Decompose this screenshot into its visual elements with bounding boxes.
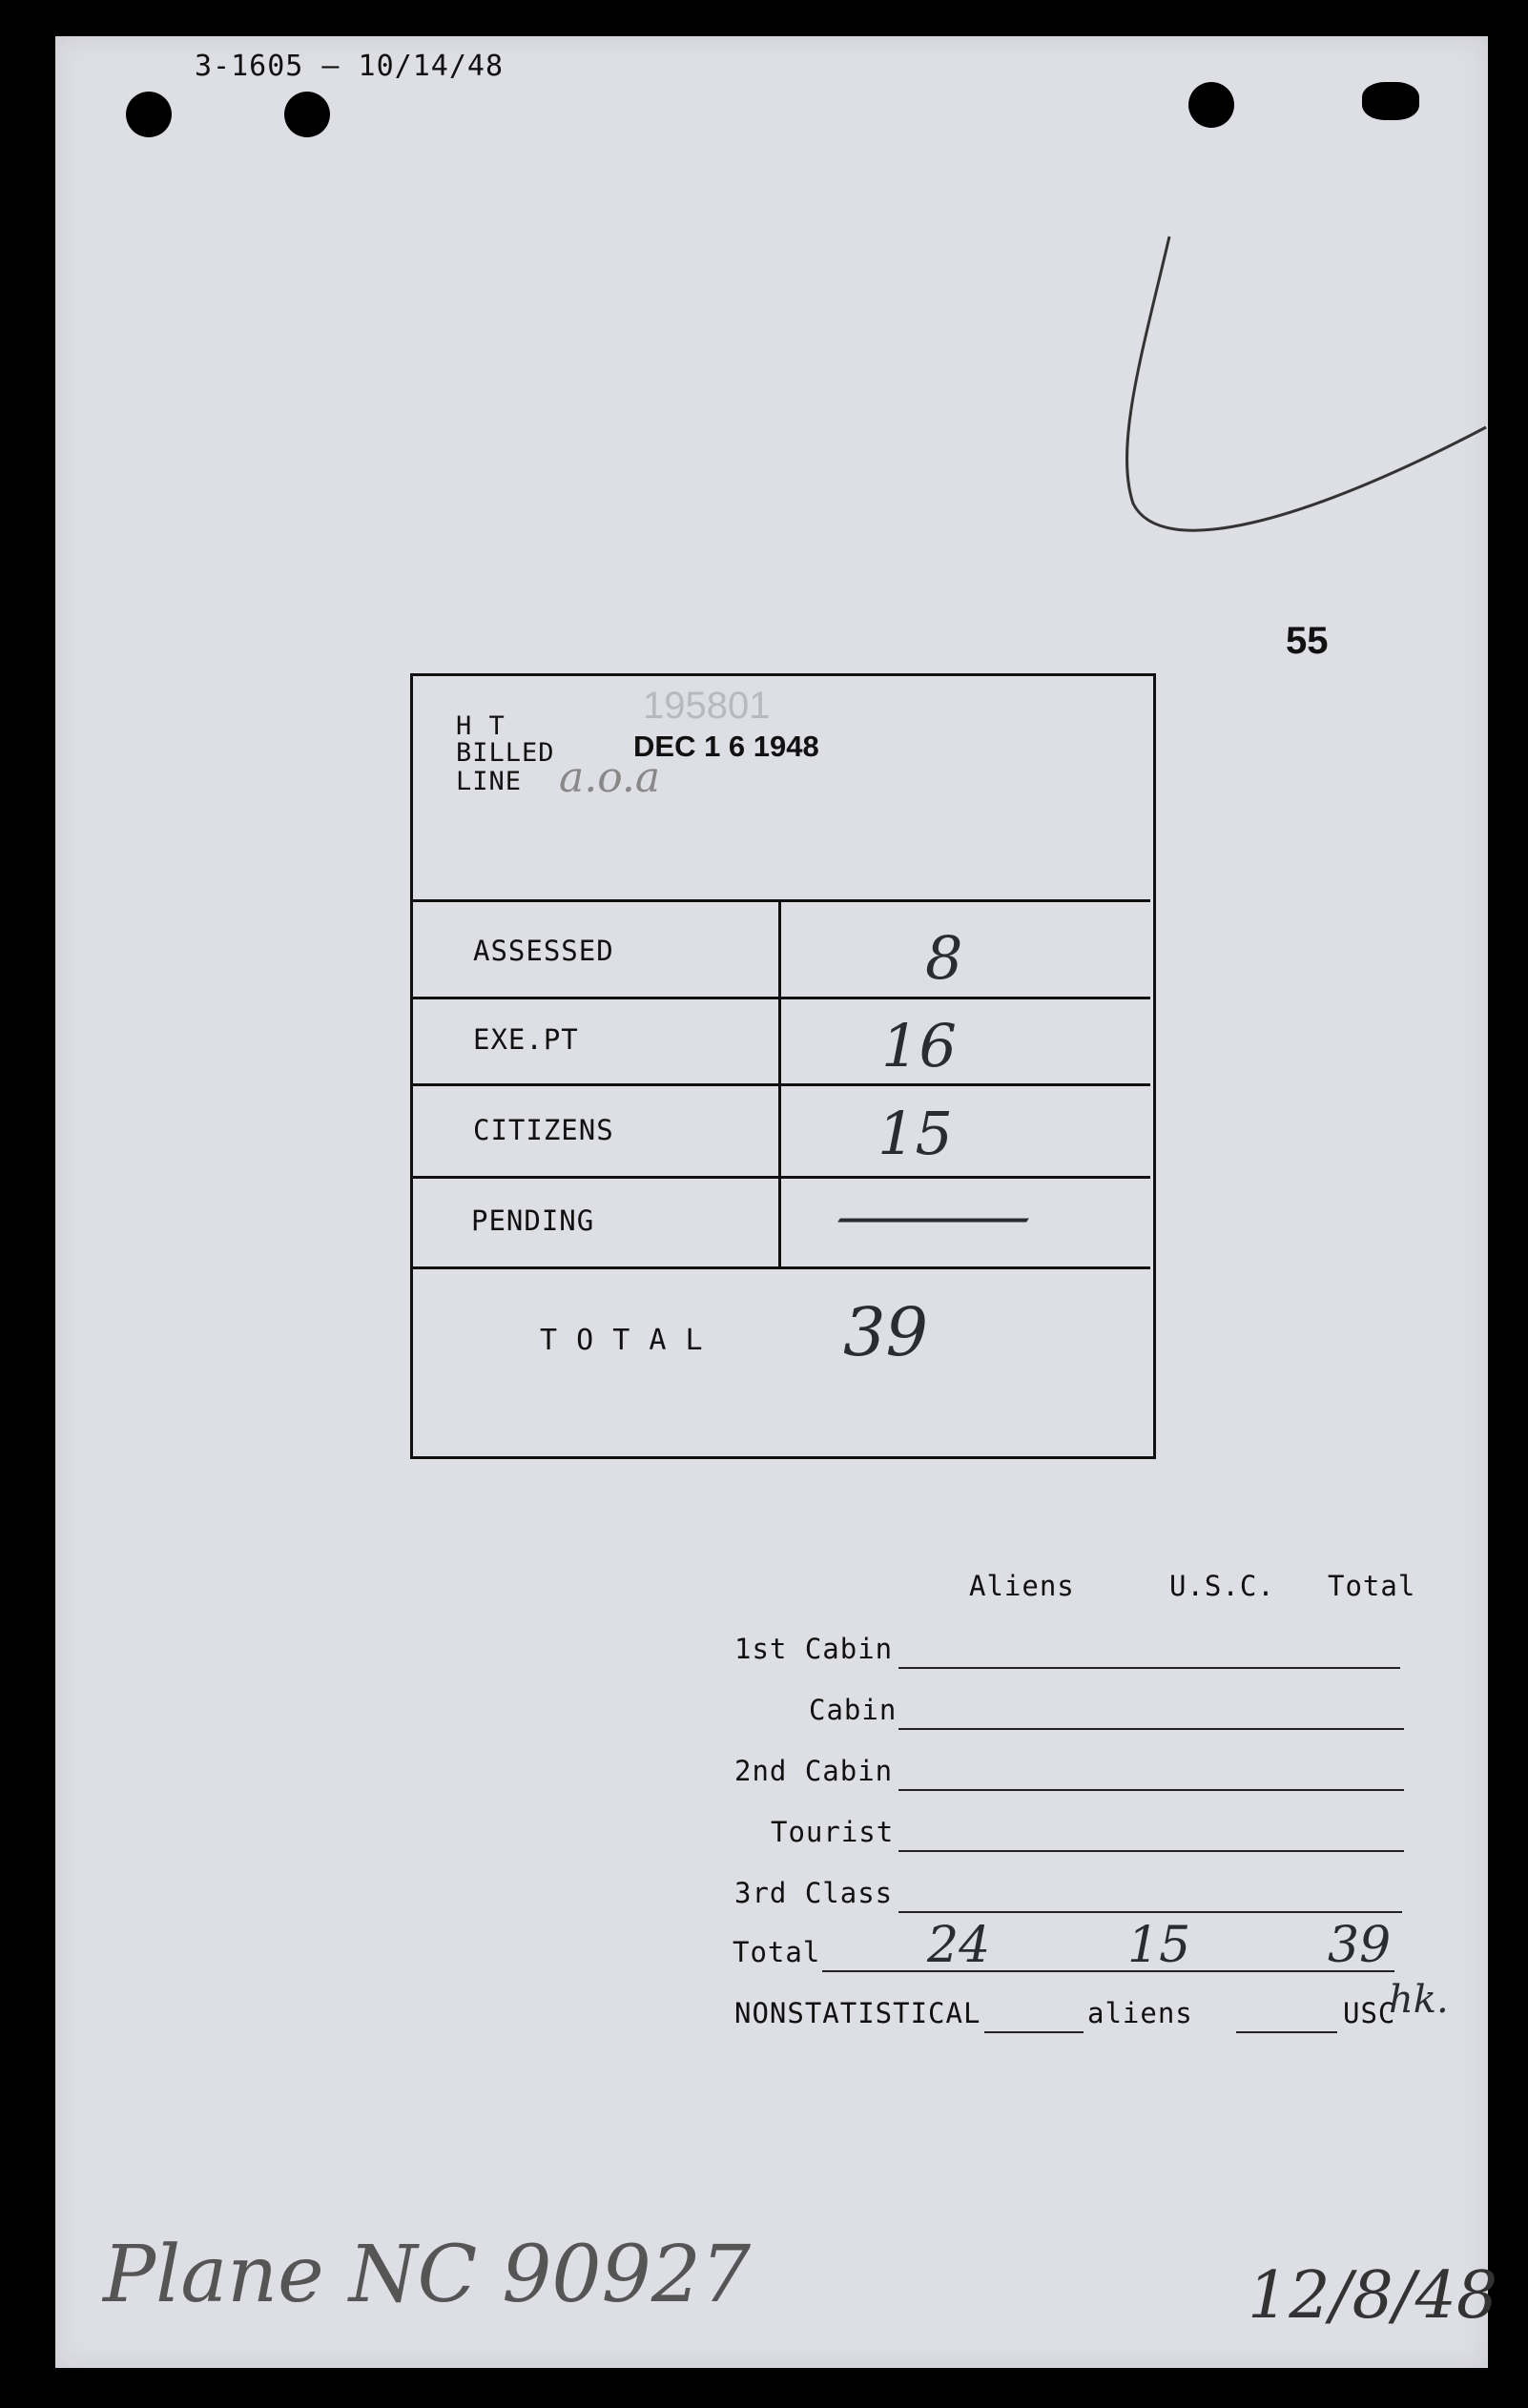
punch-hole [1188, 82, 1234, 128]
row-2nd-cabin: 2nd Cabin [734, 1755, 894, 1787]
row-divider [412, 899, 1150, 902]
total-label: T O T A L [540, 1324, 704, 1357]
pending-label: PENDING [471, 1204, 595, 1237]
total-row-label: Total [733, 1936, 821, 1968]
pending-value: — [830, 1181, 1037, 1250]
column-usc: U.S.C. [1169, 1570, 1275, 1602]
billing-box [410, 673, 1156, 1459]
line-label: LINE [456, 767, 523, 796]
row-underline [898, 1789, 1404, 1791]
row-tourist: Tourist [771, 1816, 895, 1848]
date-note: 12/8/48 [1248, 2258, 1498, 2334]
exempt-value: 16 [881, 1011, 957, 1081]
line-value: a.o.a [559, 753, 661, 802]
citizens-value: 15 [878, 1099, 953, 1168]
row-underline [898, 1911, 1402, 1913]
column-aliens: Aliens [969, 1570, 1075, 1602]
row-underline [898, 1728, 1404, 1730]
punch-hole [284, 92, 330, 137]
billed-label: BILLED [456, 738, 555, 768]
initials: hk. [1389, 1978, 1449, 2022]
row-divider [412, 997, 1150, 999]
row-3rd-class: 3rd Class [734, 1877, 894, 1909]
plane-note: Plane NC 90927 [103, 2230, 752, 2320]
billed-date-stamp: DEC 1 6 1948 [633, 730, 819, 763]
nonstat-usc-label: USC [1343, 1997, 1396, 2029]
form-number: 3-1605 — 10/14/48 [195, 50, 505, 83]
total-usc: 15 [1127, 1917, 1191, 1974]
assessed-label: ASSESSED [473, 935, 614, 967]
total-value: 39 [843, 1293, 929, 1371]
ht-label: H T [456, 711, 506, 741]
punch-hole [126, 92, 172, 137]
nonstat-underline [1236, 2031, 1337, 2033]
nonstat-aliens-label: aliens [1087, 1997, 1193, 2029]
nonstat-underline [984, 2031, 1084, 2033]
page-number: 55 [1286, 620, 1329, 662]
stamp-number: 195801 [643, 685, 771, 727]
punch-hole [1362, 82, 1419, 120]
assessed-value: 8 [925, 923, 963, 993]
column-divider [778, 899, 781, 1266]
column-total: Total [1328, 1570, 1416, 1602]
row-underline [898, 1667, 1400, 1669]
nonstatistical-label: NONSTATISTICAL [734, 1997, 981, 2029]
citizens-label: CITIZENS [473, 1114, 614, 1146]
document-page [55, 36, 1498, 2368]
total-underline [822, 1970, 1394, 1972]
row-divider [412, 1176, 1150, 1179]
row-underline [898, 1850, 1404, 1852]
exempt-label: EXE.PT [473, 1023, 579, 1056]
row-1st-cabin: 1st Cabin [734, 1633, 894, 1665]
row-divider [412, 1083, 1150, 1086]
row-cabin: Cabin [809, 1694, 898, 1726]
total-total: 39 [1328, 1917, 1392, 1974]
row-divider [412, 1266, 1150, 1269]
check-mark [1066, 198, 1505, 580]
total-aliens: 24 [927, 1917, 991, 1974]
